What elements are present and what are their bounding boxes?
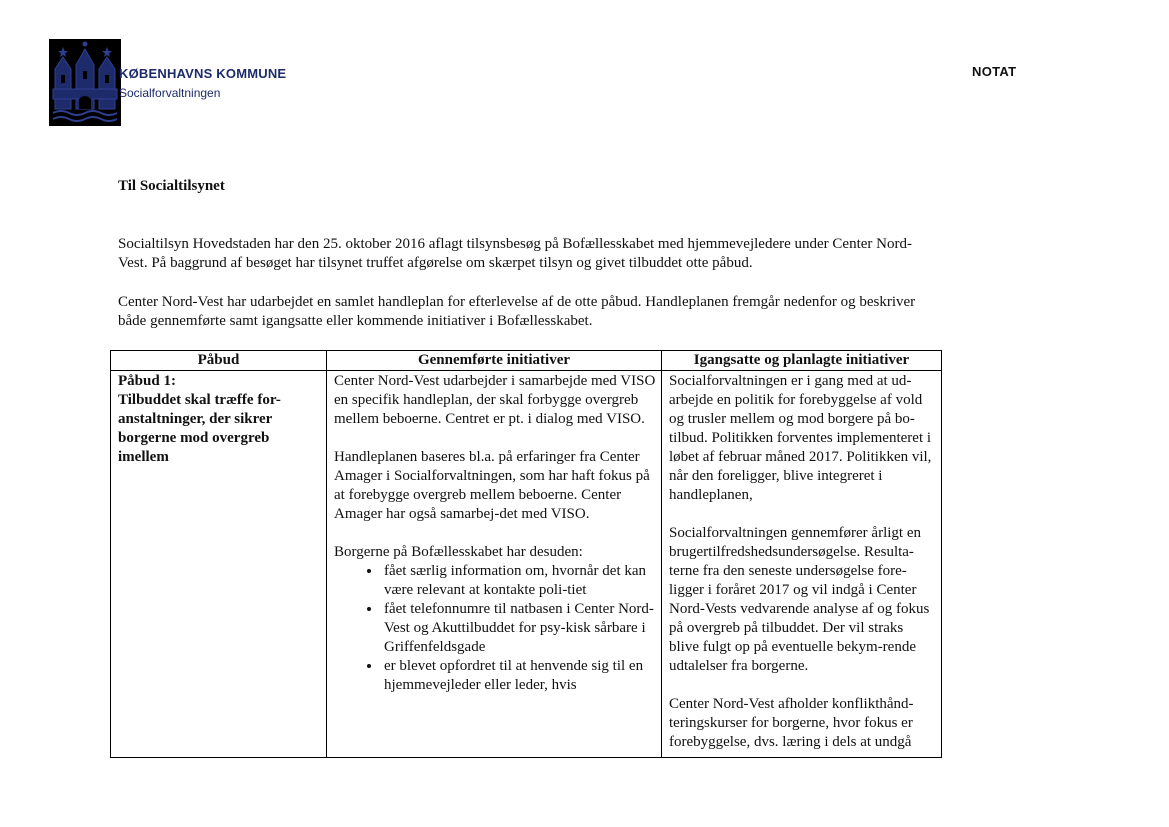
document-type: NOTAT [972,64,1017,79]
list-item: • er blevet opfordret til at henvende sig til en hjemmevejleder eller leder, hvis [382,657,656,695]
organization-name: KØBENHAVNS KOMMUNE [119,66,287,81]
completed-paragraph: Center Nord-Vest udarbejder i samarbejde med VISO en specifik handleplan, der skal forbygge overgreb mellem beboerne. Centret er pt. i dialog med VISO. [334,373,656,427]
completed-paragraph: Borgerne på Bofællesskabet har desuden: [334,544,583,560]
organization-unit: Socialforvaltningen [119,86,221,100]
pabud-cell [111,371,327,758]
planned-initiatives-cell [662,371,942,758]
action-plan-table [110,350,942,758]
planned-paragraph: Center Nord-Vest afholder konflikthånd-teringskurser for borgerne, hvor fokus er forebyggelse, dvs. læring i dels at undgå [669,696,914,750]
column-header-planned: Igangsatte og planlagte initiativer [662,351,942,371]
table-header-row [111,351,942,371]
intro-paragraph: Socialtilsyn Hovedstaden har den 25. oktober 2016 aflagt tilsynsbesøg på Bofællesskabet med hjemmevejledere under Center Nord-Vest. På baggrund af besøget har tilsynet truffet afgørelse om skærpet tilsyn og givet tilbuddet otte påbud. [118,236,912,271]
copenhagen-coat-of-arms-icon [49,39,121,126]
pabud-title: Påbud 1: [118,373,176,389]
plan-paragraph: Center Nord-Vest har udarbejdet en samlet handleplan for efterlevelse af de otte påbud. Handleplanen fremgår nedenfor og beskriver både gennemførte samt igangsatte eller kommende initiativer i Bofællesskabet. [118,294,916,329]
planned-paragraph: Socialforvaltningen gennemfører årligt en brugertilfredshedsundersøgelse. Resulta-terne fra den seneste undersøgelse fore-ligger i foråret 2017 og vil indgå i Center Nord-Vests vedvarende analyse af og fokus på overgreb på tilbuddet. Der vil straks blive fulgt op på eventuelle bekym-rende udtalelser fra borgerne. [669,525,930,674]
table-row [111,371,942,758]
list-item: • fået telefonnumre til natbasen i Center Nord-Vest og Akuttilbuddet for psy-kisk sårbare i Griffenfeldsgade [382,600,656,657]
list-item: • fået særlig information om, hvornår det kan være relevant at kontakte poli-tiet [382,562,656,600]
completed-initiatives-cell [327,371,662,758]
pabud-text: Tilbuddet skal træffe for-anstaltninger, der sikrer borgerne mod overgreb imellem [118,392,281,465]
recipient-heading: Til Socialtilsynet [118,178,225,194]
planned-paragraph: Socialforvaltningen er i gang med at ud-arbejde en politik for forebyggelse af vold og trusler mellem og mod borgere på bo-tilbud. Politikken forventes implementeret i løbet af februar måned 2017. Politikken vil, når den foreligger, blive integreret i handleplanen, [669,373,932,503]
completed-paragraph: Handleplanen baseres bl.a. på erfaringer fra Center Amager i Socialforvaltningen, som har haft fokus på at forebygge overgreb mellem beboerne. Center Amager har også samarbej-det med VISO. [334,449,650,522]
completed-bullet-list [334,562,656,695]
column-header-completed: Gennemførte initiativer [327,351,662,371]
column-header-pabud: Påbud [111,351,327,371]
